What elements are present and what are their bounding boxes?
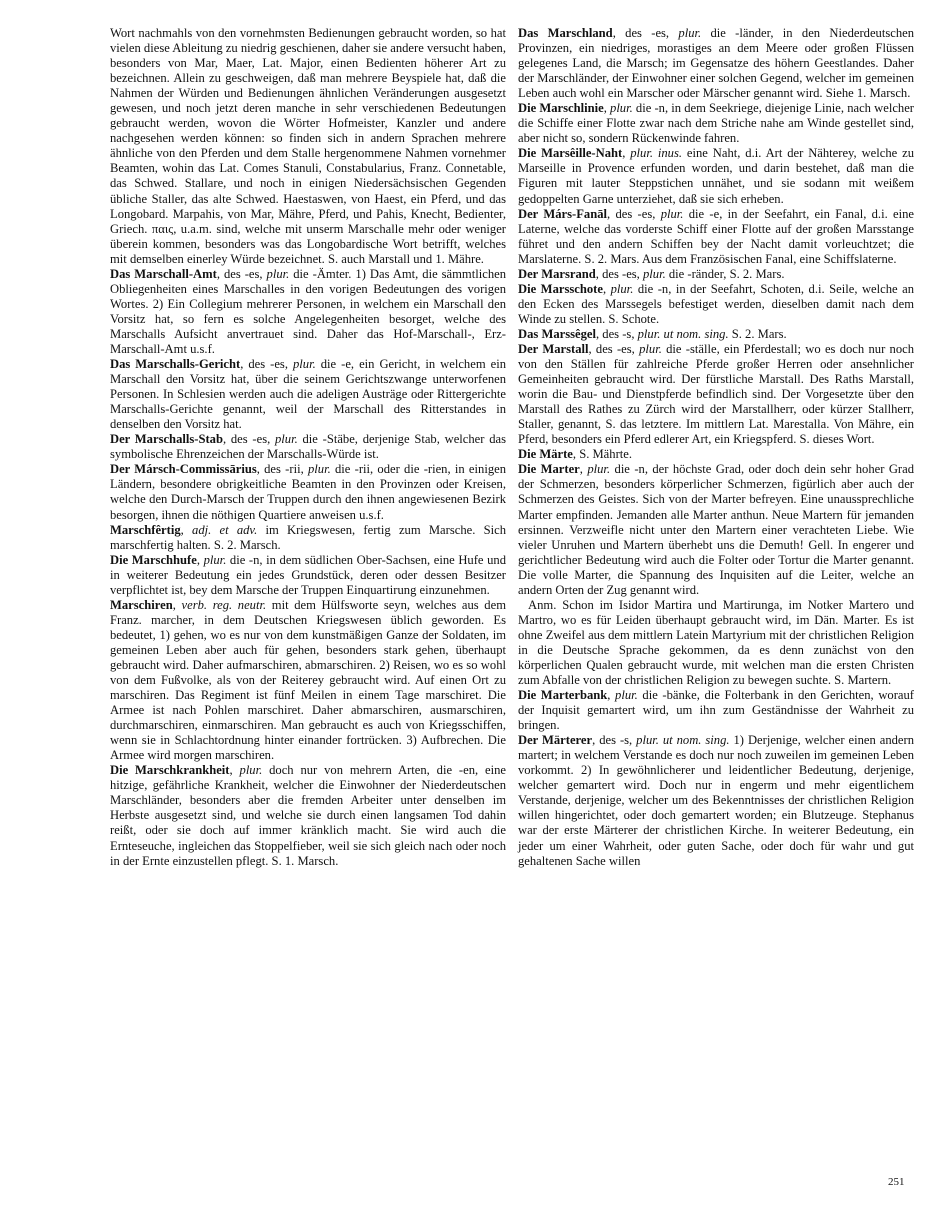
left-column [110,26,506,869]
entry-definition: eine Naht, d.i. Art der Nähterey, welche zu Marseille in Provence erfunden worden, und darin bestehet, daß man die Figuren mit lauter Steppstichen unnähet, und sie sodann mit weißem gedoppelten Garne unterziehet, daß sie sich erheben. [518,146,915,206]
entry-grammar: plur. [275,432,298,447]
entry-definition: die -e, in der Seefahrt, ein Fanal, d.i. eine Laterne, welche das vorderste Schiff einer Flotte auf der großen Marsstange führet und den andern Schiffen bey der Nacht damit vorleuchtzet; die Marslaterne. S. 2. Mars. Aus dem Französischen Fanal, eine Schiffslaterne. [518,206,915,266]
entry-headword: Die Marschlinie [518,101,604,116]
dictionary-entry [518,688,914,733]
dictionary-entry [110,763,506,868]
entry-genitive: , [602,281,611,296]
entry-genitive: , des -es, [222,432,275,447]
dictionary-entry [518,447,914,462]
dictionary-entry [110,553,506,598]
entry-definition: im Kriegswesen, fertig zum Marsche. Sich marschfertig halten. S. 2. Marsch. [110,522,506,552]
dictionary-entry [110,267,506,357]
entry-definition: mit dem Hülfsworte seyn, welches aus dem Franz. marcher, in dem Deutschen Kriegswesen üblich geworden. Es bedeutet, 1) gehen, wo es nur von dem kunstmäßigen Ganze der Soldaten, im gemeinen Leben aber auch für gehen, besonders stark gehen, überhaupt gebraucht wird. Daher aufmarschiren, abmarschiren. 2) Reisen, wo es so wohl von dem Fußvolke, als von der Reiterey gebraucht wird. Auf einen Ort zu marschiren. Das Regiment ist fünf Meilen in einem Tage marschiret. Die Armee ist nach Pohlen marschiret. Daher abmarschiren, ausmarschiren, durchmarschiren, einmarschiren. Man gebraucht es auch von Kriegsschiffen, wenn sie in Schlachtordnung hinter einander fortrücken. 3) Aufbrechen. Die Armee wird morgen marschiren. [110,597,506,763]
entry-definition: die -Stäbe, derjenige Stab, welcher das symbolische Ehrenzeichen der Marschalls-Würde ist. [110,432,506,462]
entry-genitive: , des -es, [588,341,640,356]
entry-genitive: , [180,522,193,537]
entry-grammar: plur. ut nom. sing. [637,326,729,341]
entry-grammar: plur. ut nom. sing. [636,733,730,748]
entry-grammar: adj. et adv. [192,522,258,537]
entry-grammar: plur. [678,26,702,40]
entry-grammar: plur. [239,763,263,778]
dictionary-entry [518,146,914,206]
entry-definition: die -ställe, ein Pferdestall; wo es doch nur noch von den Ställen für zahlreiche Pferde großer Herren oder ansehnlicher Gemeinheiten gebraucht wird. Der fürstliche Marstall. Des Raths Marstall, worin die Bau- und Dienstpferde befindlich sind. Der Vorgesetzte über den Marstall des Rathes zu Zürch wird der Marstallherr, oder kürzer Stallherr, Staller, genannt, S. das letztere. Im mittlern Lat. Marestalla. Von Mähre, ein Pferd, besonders ein Pferd edlerer Art, ein Kriegspferd. S. dieses Wort. [518,341,915,447]
entry-genitive: , [607,688,616,703]
dictionary-entry [518,101,914,146]
entry-definition: die -n, in dem Seekriege, diejenige Linie, nach welcher die Schiffe einer Flotte zwar nach dem Striche nahe am Winde gestellet sind, aber nicht so, sondern Rückenwinde fahren. [518,101,914,146]
dictionary-entry [518,733,914,868]
entry-headword: Marschiren [110,597,173,612]
entry-headword: Die Marsêille-Naht [518,146,623,161]
entry-genitive: , des -es, [607,206,661,221]
entry-grammar: plur. [615,688,638,703]
entry-headword: Die Marterbank [518,688,608,703]
entry-headword: Das Marschall-Amt [110,266,217,281]
entry-grammar: plur. [642,266,666,281]
dictionary-entry [518,327,914,342]
entry-headword: Der Marschalls-Stab [110,432,223,447]
entry-genitive: , [603,101,611,116]
entry-headword: Das Marschalls-Gericht [110,357,241,372]
entry-genitive: , [196,552,204,567]
entry-definition: die -n, in dem südlichen Ober-Sachsen, eine Hufe und in weiterer Bedeutung ein jedes Grundstück, deren oder dessen Besitzer verpflichtet ist, bey dem Marsche der Truppen Einquartirung einzunehmen. [110,552,506,597]
dictionary-entry [518,462,914,597]
entry-grammar: plur. [293,357,316,372]
dictionary-entry [518,26,914,101]
dictionary-entry [518,282,914,327]
entry-headword: Der Märterer [518,733,593,748]
entry-definition: S. 2. Mars. [728,326,787,341]
entry-genitive: , des -rii, [256,462,308,477]
entry-genitive: , des -es, [612,26,679,40]
entry-genitive: , [172,597,182,612]
entry-grammar: plur. [203,552,227,567]
entry-genitive: , des -s, [592,733,637,748]
entry-headword: Der Marsrand [518,266,596,281]
continuation-paragraph: Wort nachmahls von den vornehmsten Bedienungen gebraucht worden, so hat vielen diese Ableitung zu niedrig geschienen, daher sie andere versucht haben, besonders von Mar, Maer, Lat. Major, einen Bedienten höherer Art zu bezeichnen. Allein zu geschweigen, daß man mehrere Beyspiele hat, daß die Nahmen der Würden und Bedienungen ähnlichen Veränderungen ausgesetzt gewesen, und noch jetzt deren manche in sehr verschiedenen Bedeutungen gebraucht werden, wovon die Wörter Hofmeister, Kanzler und andere nachgesehen werden können: so finden sich in andern Sprachen mehrere ähnliche von den Pferden und dem Stalle hergenommene Nahmen vornehmer Beamten, wohin das Lat. Comes Stanuli, Constabularius, Franz. Connetable, das Schwed. Stallare, und noch in einigen Niedersächsischen Gegenden übliche Staller, das alte Schwed. Haestaswen, von Haest, ein Pferd, und das Longobard. Marpahis, von Mar, Mähre, Pferd, und Pahis, Knecht, Bedienter, Griech. παις, u.a.m. sind, welche mit unserm Marschalle mehr oder weniger überein kommen, besonders was das Longobardische Wort betrifft, welches mit demselben einerley Würde bezeichnet. S. auch Marstall und 1. Mähre. [110,26,506,266]
entry-definition: die -rii, oder die -rien, in einigen Ländern, besondere obrigkeitliche Beamten in den Provinzen oder Kreisen, welche den Durch-Marsch der Truppen durch den ihnen angewiesenen Bezirk besorgen, ihnen die nöthigen Quartiere anweisen u.s.f. [110,462,506,522]
entry-genitive: , [622,146,631,161]
entry-grammar: plur. [660,206,684,221]
entry-grammar: plur. [610,101,633,116]
entry-genitive: , des -es, [240,357,293,372]
entry-genitive: , des -es, [595,266,643,281]
entry-headword: Die Marschhufe [110,552,197,567]
dictionary-entry [518,207,914,267]
entry-grammar: plur. [307,462,331,477]
entry-headword: Das Marssêgel [518,326,596,341]
entry-headword: Die Marschkrankheit [110,763,230,778]
entry-grammar: plur. inus. [630,146,683,161]
entry-grammar: plur. [610,281,634,296]
entry-genitive: , des -s, [596,326,638,341]
entry-genitive: , des -es, [216,266,267,281]
entry-headword: Der Mársch-Commissārius [110,462,257,477]
entry-definition: die -n, der höchste Grad, oder doch dein sehr hoher Grad der Schmerzen, besonders körperlicher Schmerzen, figürlich aber auch der Schmerzen des Geistes. Sich von der Marter befreyen. Eine unaussprechliche Marter empfinden. Jemanden alle Marter anthun. Neue Martern für jemanden ersinnen. Verzweifle nicht unter den Martern einer verachteten Liebe. Wie vieler Unruhen und Martern überhebt uns die Demuth! Gell. In engerer und gerichtlicher Bedeutung wird auch die Folter oder Tortur die Marter genannt. Die volle Marter, die Spannung des Inquisiten auf die Leiter, welche an andern Orten der Zug genannt wird. [518,462,915,597]
dictionary-entry [110,523,506,553]
entry-genitive: , [229,763,240,778]
dictionary-entry [518,267,914,282]
entry-headword: Das Marschland [518,26,613,40]
entry-grammar: plur. [587,462,611,477]
entry-headword: Der Marstall [518,341,589,356]
right-entries [518,26,914,869]
entry-headword: Die Marter [518,462,580,477]
dictionary-entry [110,462,506,522]
right-column [518,26,914,869]
entry-definition: 1) Derjenige, welcher einen andern martert; in welchem Verstande es doch nur noch zuweilen im gemeinen Leben vorkommt. 2) In gewöhnlicherer und leidentlicher Bedeutung, derjenige, welcher gemartert wird. Doch nur in engerm und mehr eigentlichem Verstande, derjenige, welcher um des Bekenntnisses der christlichen Religion willen hingerichtet, oder doch gemartert worden; ein Blutzeuge. Stephanus war der erste Märterer der christlichen Kirche. In weiterer Bedeutung, ein jeder um einer Wahrheit, oder guten Sache, oder doch für wahr und gut gehaltenen Sache willen [518,733,915,868]
annotation-note: Anm. Schon im Isidor Martira und Martirunga, im Notker Martero und Martro, wo es für Leiden überhaupt gebraucht wird, im Dän. Marter. Es ist ohne Zweifel aus dem mittlern Latein Martyrium mit der christlichen Religion in die Deutsche Sprache gekommen, da es denn zunächst von den körperlichen Qualen gebraucht wurde, mit welchen man die ersten Christen zum Abfalle von der christlichen Religion zu bewegen suchte. S. Martern. [518,597,914,688]
entry-definition: die -Ämter. 1) Das Amt, die sämmtlichen Obliegenheiten eines Marschalles in den vorigen Bedeutungen des vorigen Wortes. 2) Ein Collegium mehrerer Personen, in welchem ein Marschall den Vorsitz hat, so fern es solche Angelegenheiten besorget, welche des Marschalls Aufsicht anvertrauet sind. Daher das Hof-Marschall-, Erz-Marschall-Amt u.s.f. [110,266,506,356]
left-entries [110,267,506,869]
entry-genitive: , [579,462,588,477]
entry-definition: doch nur von mehrern Arten, die -en, eine hitzige, gefährliche Krankheit, welcher die Einwohner der Niederdeutschen Marschländer, besonders aber die fremden Arbeiter unter denselben im Herbste ausgesetzt sind, und welche sie durch einen langsamen Tod dahin reißt, oder sie doch auf immer kränklich macht. Sie wird auch die Ernteseuche, ingleichen das Stoppelfieber, weil sie sich gleich nach oder noch in der Ernte einzustellen pflegt. S. 1. Marsch. [110,763,506,868]
entry-definition: die -bänke, die Folterbank in den Gerichten, worauf der Inquisit gemartert wird, um ihn zum Geständnisse der Wahrheit zu bringen. [518,688,914,733]
entry-grammar: verb. reg. neutr. [181,597,267,612]
entry-definition: die -länder, in den Niederdeutschen Provinzen, ein niedriges, morastiges an dem Meere oder großen Flüssen gelegenes Land, die Marsch; im Gegensatze des höhern Geestlandes. Daher der Marschländer, der Einwohner einer solchen Gegend, welcher im gemeinen Leben auch wohl ein Marscher oder Märscher genannt wird. Siehe 1. Marsch. [518,26,915,101]
dictionary-entry [110,357,506,432]
entry-grammar: plur. [266,266,290,281]
dictionary-entry [518,342,914,447]
entry-headword: Die Märte [518,447,573,462]
entry-headword: Der Márs-Fanāl [518,206,608,221]
entry-headword: Marschfêrtig [110,522,181,537]
entry-genitive: , S. Mährte. [572,447,633,462]
entry-definition: die -ränder, S. 2. Mars. [665,266,785,281]
dictionary-entry [110,432,506,462]
entry-definition: die -n, in der Seefahrt, Schoten, d.i. Seile, welche an den Ecken des Marssegels befestiget werden, dieselben damit nach dem Winde zu stellen. S. Schote. [518,281,915,326]
page-number: 251 [888,1176,905,1188]
entry-definition: die -e, ein Gericht, in welchem ein Marschall den Vorsitz hat, über die seinem Gerichtszwange unterworfenen Personen. In Schlesien werden auch die adeligen Austräge oder Rittergerichte Marschalls-Gerichte genannt, weil der Marschall des Ritterstandes in denselben den Vorsitz hat. [110,357,506,432]
entry-headword: Die Marsschote [518,281,603,296]
entry-grammar: plur. [639,341,662,356]
dictionary-entry [110,598,506,764]
